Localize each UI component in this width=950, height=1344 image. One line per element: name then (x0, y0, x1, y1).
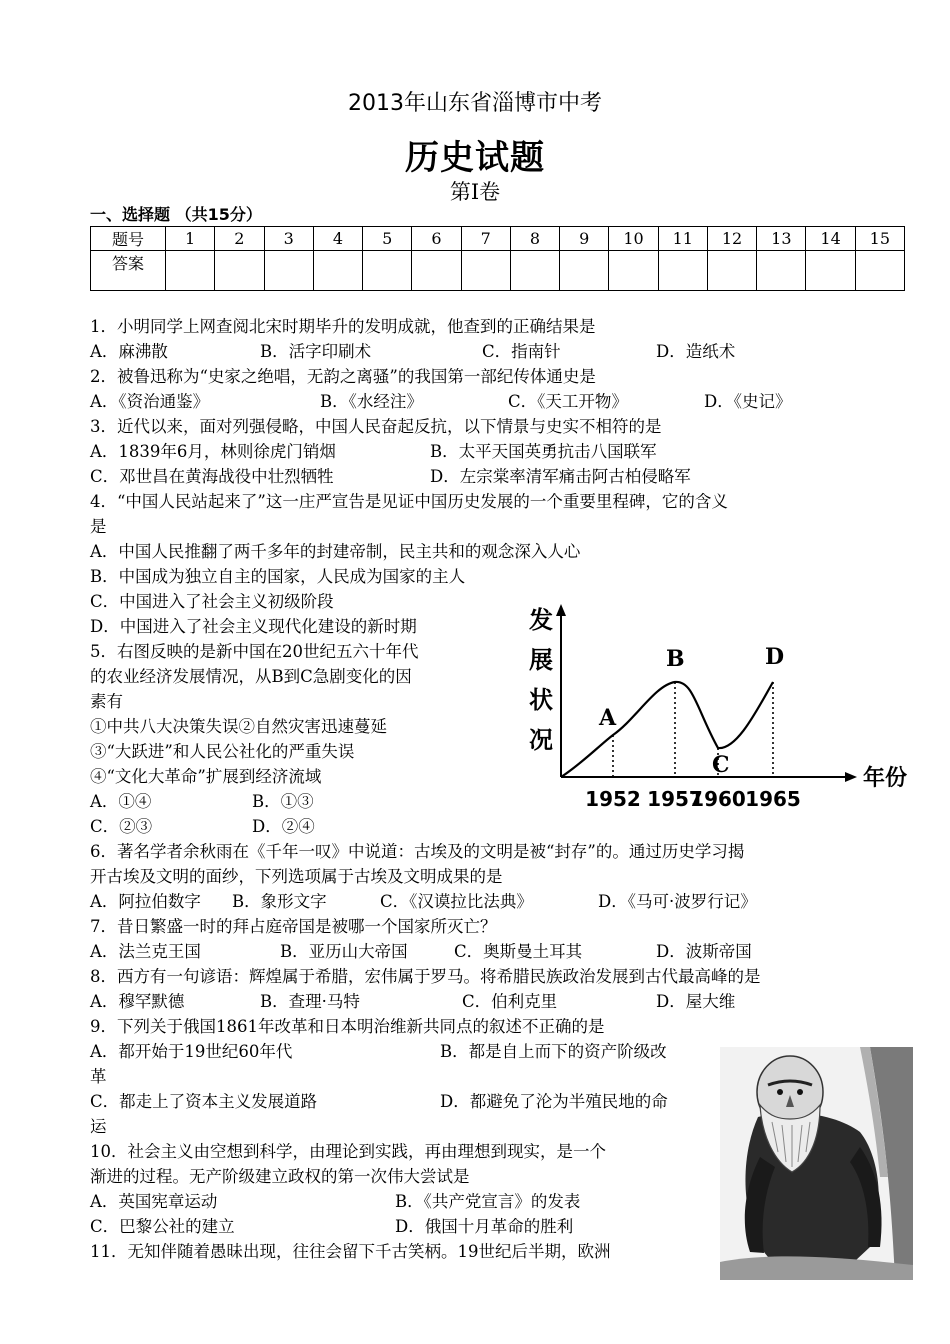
q9-option-b-cont: 革 (90, 1067, 107, 1086)
x-tick-label: 1957 (647, 787, 703, 811)
q8-option-c: C．伯利克里 (462, 992, 558, 1011)
point-label-a: A (599, 705, 617, 731)
q1-option-d: D．造纸术 (656, 342, 736, 361)
q3-option-a: A．1839年6月，林则徐虎门销烟 (90, 442, 336, 461)
q4-option-c: C．中国进入了社会主义初级阶段 (90, 592, 334, 611)
q10-option-a: A．英国宪章运动 (90, 1192, 218, 1211)
q1-option-b: B．活字印刷术 (260, 342, 372, 361)
q7-stem: 7．昔日繁盛一时的拜占庭帝国是被哪一个国家所灭亡？ (90, 917, 497, 936)
q2-option-a: A．《资治通鉴》 (90, 392, 210, 411)
q10-option-c: C．巴黎公社的建立 (90, 1217, 235, 1236)
q5-stem-cont: 的农业经济发展情况，从B到C急剧变化的因 (90, 667, 412, 686)
q8-stem: 8．西方有一句谚语：辉煌属于希腊，宏伟属于罗马。将希腊民族政治发展到古代最高峰的是 (90, 967, 761, 986)
q9-option-c: C．都走上了资本主义发展道路 (90, 1092, 318, 1111)
answer-cell[interactable] (412, 251, 461, 291)
q8-option-b: B．查理·马特 (260, 992, 360, 1011)
section-heading: 一、选择题 （共15分） (90, 205, 262, 224)
q5-option-d: D．②④ (252, 817, 315, 836)
y-axis-label-char: 状 (529, 686, 553, 714)
question-number: 5 (363, 227, 412, 251)
x-tick-label: 1960 (690, 787, 746, 811)
q7-option-b: B．亚历山大帝国 (280, 942, 408, 961)
q3-option-b: B．太平天国英勇抗击八国联军 (430, 442, 657, 461)
question-number: 9 (560, 227, 609, 251)
q9-option-a: A．都开始于19世纪60年代 (90, 1042, 293, 1061)
answer-label: 答案 (91, 251, 166, 291)
q3-option-d: D．左宗棠率清军痛击阿古柏侵略军 (430, 467, 691, 486)
answer-cell[interactable] (757, 251, 806, 291)
q11-stem: 11．无知伴随着愚昧出现，往往会留下千古笑柄。19世纪后半期，欧洲 (90, 1242, 611, 1261)
q2-option-d: D．《史记》 (704, 392, 792, 411)
q5-item-3: ③“大跃进”和人民公社化的严重失误 (90, 742, 355, 761)
volume-label: 第Ⅰ卷 (449, 180, 501, 204)
answer-cell[interactable] (510, 251, 559, 291)
answer-cell[interactable] (264, 251, 313, 291)
x-tick-labels (585, 787, 801, 811)
q1-option-a: A．麻沸散 (90, 342, 168, 361)
q5-option-a: A．①④ (90, 792, 152, 811)
q9-option-d-cont: 运 (90, 1117, 107, 1136)
q4-stem: 4．“中国人民站起来了”这一庄严宣告是见证中国历史发展的一个重要里程碑，它的含义 (90, 492, 728, 511)
y-axis-label (529, 606, 553, 754)
question-number: 2 (215, 227, 264, 251)
question-number: 8 (510, 227, 559, 251)
q7-option-a: A．法兰克王国 (90, 942, 201, 961)
q10-stem: 10．社会主义由空想到科学，由理论到实践，再由理想到现实，是一个 (90, 1142, 606, 1161)
answer-cell[interactable] (461, 251, 510, 291)
answer-cell[interactable] (313, 251, 362, 291)
q5-stem: 5．右图反映的是新中国在20世纪五六十年代 (90, 642, 419, 661)
answer-table-header-row (91, 227, 905, 251)
q6-option-d: D．《马可·波罗行记》 (598, 892, 757, 911)
q6-stem: 6．著名学者余秋雨在《千年一叹》中说道：古埃及的文明是被“封存”的。通过历史学习揭 (90, 842, 745, 861)
y-axis-label-char: 况 (529, 726, 553, 754)
q4-option-d: D．中国进入了社会主义现代化建设的新时期 (90, 617, 417, 636)
q4-option-b: B．中国成为独立自主的国家，人民成为国家的主人 (90, 567, 466, 586)
q2-option-c: C．《天工开物》 (508, 392, 628, 411)
q5-option-b: B．①③ (252, 792, 314, 811)
question-number: 11 (658, 227, 707, 251)
answer-cell[interactable] (166, 251, 215, 291)
question-number: 14 (806, 227, 855, 251)
answer-cell[interactable] (560, 251, 609, 291)
answer-cell[interactable] (658, 251, 707, 291)
point-label-d: D (765, 644, 785, 670)
answer-cell[interactable] (707, 251, 756, 291)
page-title: 历史试题 (405, 138, 545, 178)
point-label-c: C (712, 752, 730, 778)
q6-option-c: C．《汉谟拉比法典》 (380, 892, 533, 911)
q3-option-c: C．邓世昌在黄海战役中壮烈牺牲 (90, 467, 334, 486)
agriculture-development-chart (525, 600, 925, 815)
question-number: 7 (461, 227, 510, 251)
answer-cell[interactable] (609, 251, 658, 291)
y-axis-label-char: 发 (529, 606, 553, 634)
q8-option-d: D．屋大维 (656, 992, 736, 1011)
y-axis-arrow (556, 604, 566, 616)
q6-option-a: A．阿拉伯数字 (90, 892, 201, 911)
q6-option-b: B．象形文字 (232, 892, 327, 911)
answer-table (90, 226, 905, 291)
exam-name: 2013年山东省淄博市中考 (348, 91, 602, 116)
darwin-caricature-image (720, 1047, 913, 1280)
answer-cell[interactable] (215, 251, 264, 291)
point-label-b: B (666, 646, 685, 672)
x-axis-label: 年份 (863, 766, 908, 791)
q4-option-a: A．中国人民推翻了两千多年的封建帝制，民主共和的观念深入人心 (90, 542, 581, 561)
question-number: 4 (313, 227, 362, 251)
q8-option-a: A．穆罕默德 (90, 992, 185, 1011)
question-number: 1 (166, 227, 215, 251)
q5-option-c: C．②③ (90, 817, 153, 836)
question-number: 10 (609, 227, 658, 251)
answer-cell[interactable] (363, 251, 412, 291)
x-axis-arrow (845, 772, 857, 782)
q5-item-1-2: ①中共八大决策失误②自然灾害迅速蔓延 (90, 717, 387, 736)
q4-stem-cont: 是 (90, 517, 107, 536)
q1-stem: 1．小明同学上网查阅北宋时期毕升的发明成就，他查到的正确结果是 (90, 317, 596, 336)
q9-option-b: B．都是自上而下的资产阶级改 (440, 1042, 667, 1061)
q10-option-d: D．俄国十月革命的胜利 (395, 1217, 574, 1236)
q3-stem: 3．近代以来，面对列强侵略，中国人民奋起反抗，以下情景与史实不相符的是 (90, 417, 662, 436)
q5-stem-cont2: 素有 (90, 692, 123, 711)
q2-option-b: B．《水经注》 (320, 392, 423, 411)
q9-stem: 9．下列关于俄国1861年改革和日本明治维新共同点的叙述不正确的是 (90, 1017, 605, 1036)
answer-table-answer-row (91, 251, 905, 291)
answer-cell[interactable] (806, 251, 855, 291)
q2-stem: 2．被鲁迅称为“史家之绝唱，无韵之离骚”的我国第一部纪传体通史是 (90, 367, 596, 386)
q7-option-d: D．波斯帝国 (656, 942, 752, 961)
question-number: 6 (412, 227, 461, 251)
question-number-label: 题号 (91, 227, 166, 251)
x-tick-label: 1965 (745, 787, 801, 811)
question-number: 13 (757, 227, 806, 251)
x-tick-label: 1952 (585, 787, 641, 811)
q9-option-d: D．都避免了沦为半殖民地的命 (440, 1092, 668, 1111)
q6-stem-cont: 开古埃及文明的面纱，下列选项属于古埃及文明成果的是 (90, 867, 503, 886)
y-axis-label-char: 展 (529, 646, 553, 674)
question-number: 15 (855, 227, 904, 251)
q1-option-c: C．指南针 (482, 342, 561, 361)
question-number: 12 (707, 227, 756, 251)
q7-option-c: C．奥斯曼土耳其 (454, 942, 583, 961)
q5-item-4: ④“文化大革命”扩展到经济流域 (90, 767, 322, 786)
question-number: 3 (264, 227, 313, 251)
q10-stem-cont: 渐进的过程。无产阶级建立政权的第一次伟大尝试是 (90, 1167, 470, 1186)
answer-cell[interactable] (855, 251, 904, 291)
q10-option-b: B．《共产党宣言》的发表 (395, 1192, 581, 1211)
development-curve (561, 682, 773, 777)
